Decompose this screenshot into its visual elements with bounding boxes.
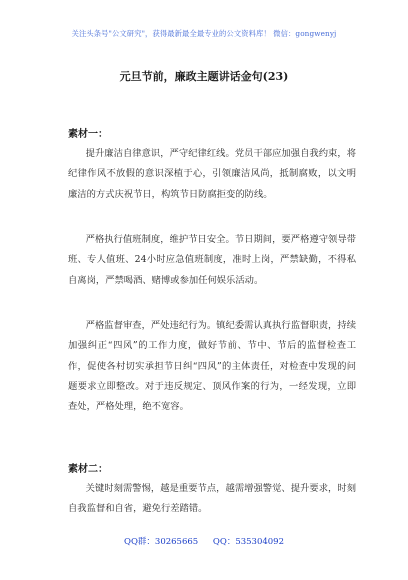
paragraph: 严格执行值班制度，维护节日安全。节日期间，要严格遵守领导带班、专人值班、24小时应急值班制度，准时上岗，严禁缺勤，不得私自离岗，严禁喝酒、赌博或参加任何娱乐活动。 <box>68 234 356 286</box>
header-note: 关注头条号"公文研究"，获得最新最全最专业的公文资料库！ 微信：gongwenyj <box>71 29 337 38</box>
footer-contact <box>0 535 408 547</box>
qq-group-text: QQ群：30265665 <box>123 537 199 547</box>
section-label-1: 素材一： <box>68 129 108 140</box>
paragraph: 关键时刻需警惕，越是重要节点，越需增强警觉、提升要求，时刻自我监督和自省，避免行差踏错。 <box>68 483 356 515</box>
page-title: 元旦节前，廉政主题讲话金句(23) <box>119 70 289 83</box>
paragraph: 严格监督审查，严处违纪行为。镇纪委需认真执行监督职责，持续加强纠正“四风”的工作力度，做好节前、节中、节后的监督检查工作，促使各村切实承担节日纠“四风”的主体责任，对检查中发现的问题要求立即整改。对于违反规定、顶风作案的行为，一经发现，立即查处，严格处理，绝不宽容。 <box>68 320 356 413</box>
qq-text: QQ：535304092 <box>212 537 284 547</box>
section-label-2: 素材二： <box>68 464 108 475</box>
paragraph: 提升廉洁自律意识，严守纪律红线。党员干部应加强自我约束，将纪律作风不放假的意识深植于心，引领廉洁风尚，抵制腐败，以文明廉洁的方式庆祝节日，构筑节日防腐拒变的防线。 <box>68 148 356 200</box>
